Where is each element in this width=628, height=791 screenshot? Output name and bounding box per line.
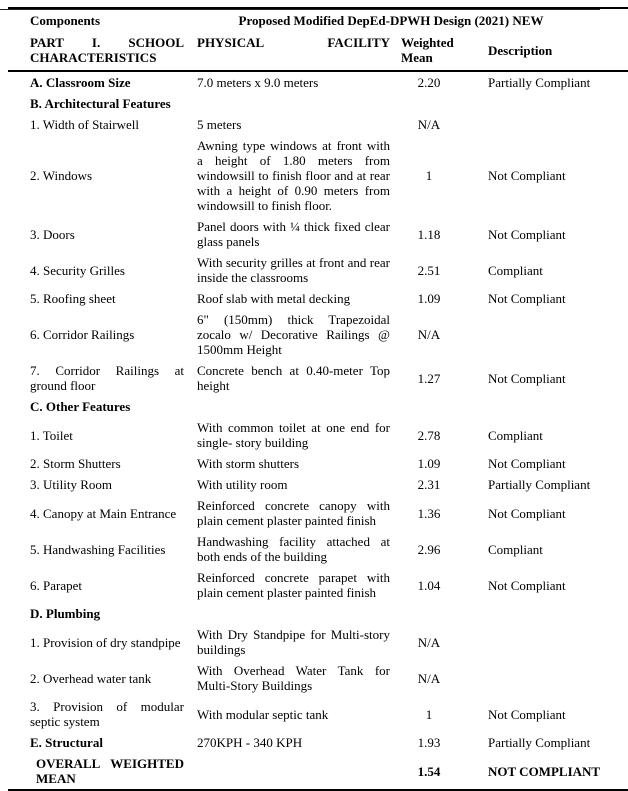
facility-cell: Handwashing facility attached at both ends of the building: [197, 534, 390, 564]
table-row: [8, 360, 628, 396]
page-top-hairline: [0, 9, 600, 10]
table-row: [8, 216, 628, 252]
component-cell: D. Plumbing: [30, 606, 101, 621]
desc-cell: Partially Compliant: [488, 75, 591, 90]
scanned-table-page: [0, 7, 601, 786]
desc-cell: Not Compliant: [488, 505, 566, 521]
component-cell: 4. Security Grilles: [30, 262, 125, 278]
component-cell: 4. Canopy at Main Entrance: [30, 505, 177, 521]
mean-cell: 2.78: [417, 427, 441, 443]
description-header: Description: [458, 31, 628, 71]
component-cell: 2. Overhead water tank: [30, 670, 152, 686]
mean-cell: 1: [425, 168, 433, 183]
table-row: [8, 624, 628, 660]
table-row-overall: [8, 753, 628, 790]
desc-cell: Not Compliant: [488, 577, 566, 593]
design-span-header: Proposed Modified DepEd-DPWH Design (2021) NEW: [238, 13, 544, 28]
facility-cell: [194, 603, 400, 624]
table-row: [8, 114, 628, 135]
facility-cell: With modular septic tank: [197, 706, 329, 722]
desc-cell: Partially Compliant: [488, 735, 591, 750]
desc-cell: Not Compliant: [488, 168, 566, 183]
component-cell: B. Architectural Features: [30, 96, 171, 111]
facility-cell: 270KPH - 340 KPH: [197, 735, 303, 750]
component-cell: A. Classroom Size: [30, 75, 131, 90]
compliance-table: [8, 7, 628, 791]
component-cell: 6. Parapet: [30, 577, 82, 593]
desc-cell: Not Compliant: [488, 226, 566, 242]
table-row: [8, 309, 628, 360]
table-row: [8, 531, 628, 567]
table-row: [8, 288, 628, 309]
desc-cell: Not Compliant: [488, 370, 566, 386]
header-row-1: [8, 8, 628, 31]
component-cell: 5. Roofing sheet: [30, 291, 116, 306]
component-cell: 1. Toilet: [30, 427, 73, 443]
mean-cell: 1.54: [417, 763, 441, 779]
facility-cell: [194, 93, 400, 114]
table-row: [8, 474, 628, 495]
component-cell: 7. Corridor Railings at ground floor: [30, 363, 184, 393]
component-cell: 3. Utility Room: [30, 477, 112, 492]
facility-cell: [194, 753, 400, 790]
table-row: [8, 93, 628, 114]
mean-cell: N/A: [417, 670, 441, 686]
facility-cell: 6" (150mm) thick Trapezoidal zocalo w/ Decorative Railings @ 1500mm Height: [197, 312, 390, 357]
mean-cell: 1.93: [417, 735, 441, 750]
weighted-mean-header: Weighted Mean: [400, 31, 458, 71]
table-row: [8, 660, 628, 696]
desc-cell: Not Compliant: [488, 291, 566, 306]
mean-cell: [400, 603, 458, 624]
desc-cell: Not Compliant: [488, 706, 566, 722]
facility-cell: Roof slab with metal decking: [197, 291, 351, 306]
table-row: [8, 567, 628, 603]
components-header: Components: [30, 13, 101, 28]
table-row: [8, 603, 628, 624]
table-row: [8, 252, 628, 288]
facility-cell: Reinforced concrete parapet with plain cement plaster painted finish: [197, 570, 390, 600]
table-row: [8, 696, 628, 732]
facility-cell: With Overhead Water Tank for Multi-Story Buildings: [197, 663, 390, 693]
mean-cell: 1.04: [417, 577, 441, 593]
mean-cell: 1: [425, 706, 433, 722]
desc-cell: [458, 660, 628, 696]
facility-cell: 5 meters: [197, 117, 242, 132]
facility-cell: Concrete bench at 0.40-meter Top height: [197, 363, 390, 393]
table-row: [8, 453, 628, 474]
mean-cell: 2.96: [417, 541, 441, 557]
mean-cell: N/A: [417, 634, 441, 650]
mean-cell: 1.27: [417, 370, 441, 386]
facility-cell: Panel doors with ¼ thick fixed clear glass panels: [197, 219, 390, 249]
desc-cell: [458, 309, 628, 360]
desc-cell: [458, 114, 628, 135]
component-cell: 3. Doors: [30, 226, 75, 242]
component-cell: 5. Handwashing Facilities: [30, 541, 166, 557]
table-row: [8, 135, 628, 216]
mean-cell: [400, 93, 458, 114]
mean-cell: N/A: [417, 117, 441, 132]
desc-cell: NOT COMPLIANT: [488, 763, 601, 779]
table-row: [8, 495, 628, 531]
part-label: PART I. SCHOOL CHARACTERISTICS: [8, 31, 194, 71]
mean-cell: [400, 396, 458, 417]
component-cell: 3. Provision of modular septic system: [30, 699, 184, 729]
desc-cell: Partially Compliant: [488, 477, 591, 492]
facility-cell: With security grilles at front and rear inside the classrooms: [197, 255, 390, 285]
mean-cell: 1.36: [417, 505, 441, 521]
component-cell: 1. Width of Stairwell: [30, 117, 140, 132]
facility-cell: 7.0 meters x 9.0 meters: [197, 75, 319, 90]
table-row: [8, 732, 628, 753]
desc-cell: [458, 396, 628, 417]
facility-cell: With storm shutters: [197, 456, 300, 471]
component-cell: 6. Corridor Railings: [30, 327, 135, 342]
header-row-2: [8, 31, 628, 71]
component-cell: C. Other Features: [30, 399, 131, 414]
desc-cell: Compliant: [488, 541, 543, 557]
facility-cell: Awning type windows at front with a height of 1.80 meters from windowsill to finish floor and at rear with a height of 0.90 meters from windowsill to finish floor.: [197, 138, 390, 213]
mean-cell: N/A: [417, 327, 441, 342]
table-body: [8, 71, 628, 790]
mean-cell: 1.18: [417, 226, 441, 242]
facility-cell: With utility room: [197, 477, 288, 492]
desc-cell: [458, 93, 628, 114]
component-cell: E. Structural: [30, 735, 103, 750]
desc-cell: [458, 603, 628, 624]
mean-cell: 1.09: [417, 456, 441, 471]
facility-cell: With common toilet at one end for single- story building: [197, 420, 390, 450]
table-header: [8, 8, 628, 71]
desc-cell: [458, 624, 628, 660]
desc-cell: Compliant: [488, 262, 543, 278]
facility-cell: With Dry Standpipe for Multi-story buildings: [197, 627, 390, 657]
table-row: [8, 417, 628, 453]
component-cell: 2. Storm Shutters: [30, 456, 121, 471]
facility-cell: [194, 396, 400, 417]
mean-cell: 2.31: [417, 477, 441, 492]
mean-cell: 2.51: [417, 262, 441, 278]
facility-cell: Reinforced concrete canopy with plain cement plaster painted finish: [197, 498, 390, 528]
component-cell: 1. Provision of dry standpipe: [30, 634, 181, 650]
physical-facility-header: PHYSICAL FACILITY: [194, 31, 400, 71]
component-cell: OVERALL WEIGHTED MEAN: [36, 756, 184, 786]
table-row: [8, 71, 628, 93]
mean-cell: 1.09: [417, 291, 441, 306]
table-row: [8, 396, 628, 417]
component-cell: 2. Windows: [30, 168, 93, 183]
desc-cell: Compliant: [488, 427, 543, 443]
mean-cell: 2.20: [417, 75, 441, 90]
desc-cell: Not Compliant: [488, 456, 566, 471]
